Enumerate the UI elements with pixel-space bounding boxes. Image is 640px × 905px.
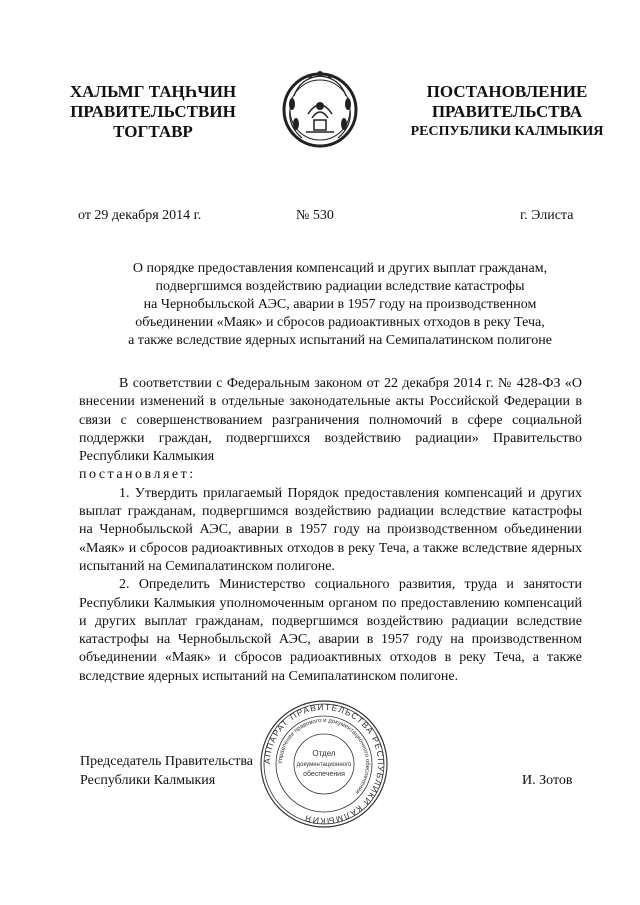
header-right-line-1: ПОСТАНОВЛЕНИЕ	[426, 82, 588, 101]
header-left-line-3: ТОГТАВР	[113, 122, 193, 141]
preamble-paragraph: В соответствии с Федеральным законом от 22 декабря 2014 г. № 428-ФЗ «О внесении изменений в отдельные законодательные акты Российской Федерации в связи с совершенствованием разграничения полномочий в сфере социальной поддержки граждан, подвергшихся воздействию радиации» Правительство Республики Калмыкия	[79, 376, 582, 465]
signatory-position	[80, 752, 253, 790]
title-line-5: а также вследствие ядерных испытаний на Семипалатинском полигоне	[128, 333, 552, 348]
signatory-position-line-2: Республики Калмыкия	[80, 773, 216, 788]
official-seal	[258, 698, 390, 830]
kalmykia-emblem-icon	[280, 66, 360, 152]
header-left-line-2: ПРАВИТЕЛЬСТВИН	[70, 102, 236, 121]
header-right-line-2: ПРАВИТЕЛЬСТВА	[431, 102, 583, 121]
title-line-3: на Чернобыльской АЭС, аварии в 1957 году на производственном	[143, 297, 537, 312]
header-kalmyk-title	[48, 82, 258, 142]
seal-center-line-3: обеспечения	[303, 771, 345, 778]
decree-word: постановляет:	[79, 467, 196, 483]
seal-center-line-2: документационного	[296, 762, 352, 768]
signatory-position-line-1: Председатель Правительства	[80, 754, 253, 769]
item-2-paragraph: 2. Определить Министерство социального развития, труда и занятости Республики Калмыкия уполномоченным органом по предоставлению компенсаций и других выплат гражданам, подвергшимся воздействию радиации вследствие катастрофы на Чернобыльской АЭС, аварии в 1957 году на производственном объединении «Маяк» и сбросов радиоактивных отходов в реку Теча, а также вследствие ядерных испытаний на Семипалатинском полигоне.	[79, 577, 582, 684]
header-russian-title	[398, 82, 616, 142]
seal-inner-text: Управление правового и документационного обеспечения	[277, 717, 371, 795]
document-title	[80, 260, 600, 350]
title-line-1: О порядке предоставления компенсаций и других выплат гражданам,	[132, 261, 548, 276]
header-left-line-1: ХАЛЬМГ ТАҢҺЧИН	[69, 82, 237, 101]
document-date: от 29 декабря 2014 г.	[78, 208, 202, 223]
item-1-paragraph: 1. Утвердить прилагаемый Порядок предоставления компенсаций и других выплат гражданам, подвергшимся воздействию радиации вследствие катастрофы на Чернобыльской АЭС, аварии в 1957 году на производственном объединении «Маяк» и сбросов радиоактивных отходов в реку Теча, а также вследствие ядерных испытаний на Семипалатинском полигоне.	[79, 485, 582, 574]
title-line-2: подвергшимся воздействию радиации вследствие катастрофы	[155, 279, 525, 294]
title-line-4: объединении «Маяк» и сбросов радиоактивных отходов в реку Теча,	[135, 315, 545, 330]
document-number: № 530	[296, 208, 334, 223]
seal-center-line-1: Отдел	[312, 749, 336, 758]
seal-outer-text: АППАРАТ ПРАВИТЕЛЬСТВА РЕСПУБЛИКИ КАЛМЫКИЯ	[261, 701, 387, 827]
document-body	[79, 375, 582, 686]
header-right-line-3: РЕСПУБЛИКИ КАЛМЫКИЯ	[410, 124, 604, 139]
signatory-name: И. Зотов	[522, 773, 573, 788]
document-city: г. Элиста	[520, 208, 574, 223]
